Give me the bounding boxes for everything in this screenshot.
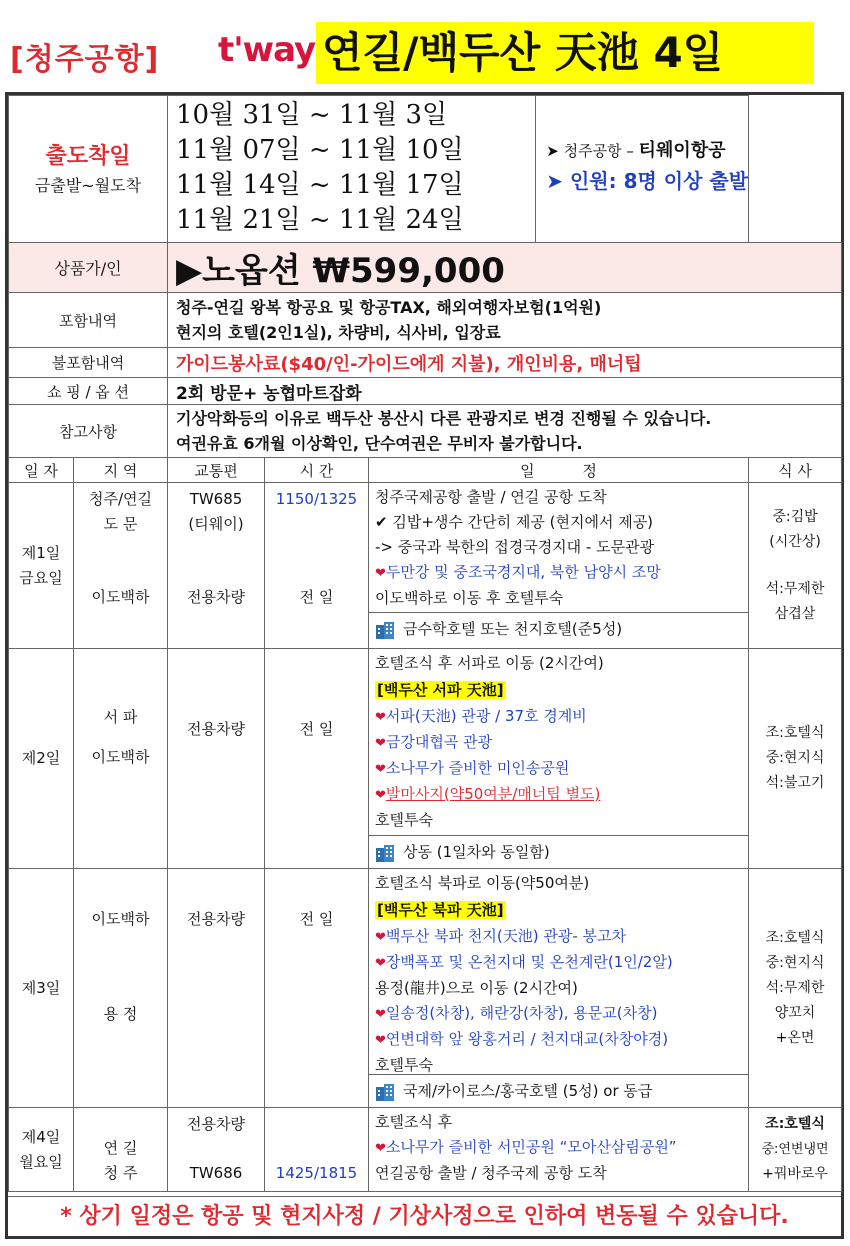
- heart-icon: ❤: [375, 930, 386, 945]
- day-weekday: 월요일: [19, 1152, 63, 1171]
- meal: 석:무제한: [765, 979, 825, 996]
- hotel-bar: [369, 612, 748, 645]
- footer-notice: * 상기 일정은 항공 및 현지사정 / 기상사정으로 인하여 변동될 수 있습니다.: [8, 1196, 841, 1237]
- itinerary-line: 청주국제공항 출발 / 연길 공항 도착: [375, 488, 607, 506]
- itinerary-line: ❤금강대협곡 관광: [375, 733, 493, 751]
- airline: (티웨이): [188, 515, 244, 533]
- airport-label: [청주공항]: [10, 42, 160, 77]
- time: 전 일: [299, 720, 334, 738]
- notes-row: [9, 405, 842, 458]
- meal: +꿔바로우: [762, 1166, 828, 1182]
- itinerary-line: ❤연변대학 앞 왕홍거리 / 천지대교(차창야경): [375, 1030, 669, 1048]
- included-line-2: 현지의 호텔(2인1실), 차량비, 식사비, 입장료: [176, 323, 501, 342]
- itinerary-line: 호텔조식 북파로 이동(약50여분): [375, 874, 590, 892]
- transport: 전용차량: [187, 720, 245, 738]
- itinerary-line: 호텔투숙: [375, 811, 433, 829]
- included-row: [9, 293, 842, 348]
- airline-note: ➤ 청주공항 – 티웨이항공: [546, 140, 726, 161]
- hotel-building-icon: [375, 844, 395, 862]
- shopping-text: 2회 방문+ 농협마트잡화: [168, 378, 842, 405]
- itinerary-line: ✔ 김밥+생수 간단히 제공 (현지에서 제공): [375, 513, 654, 531]
- price-label: 상품가/인: [9, 243, 168, 293]
- day-row-4: [9, 1108, 842, 1192]
- region: 이도백하: [91, 588, 150, 606]
- departure-dates: [168, 96, 536, 242]
- transport: 전용차량: [187, 588, 245, 606]
- day-label: 제1일: [21, 543, 61, 562]
- hotel-bar: [369, 835, 748, 868]
- included-label: 포함내역: [9, 293, 168, 348]
- itinerary-line: 용정(龍井)으로 이동 (2시간여): [375, 979, 578, 997]
- departure-row: [9, 96, 842, 243]
- meal: +온면: [775, 1029, 815, 1046]
- notes-line-1: 기상악화등의 이유로 백두산 봉산시 다른 관광지로 변경 진행될 수 있습니다.: [176, 409, 712, 428]
- transport: 전용차량: [187, 910, 245, 928]
- hotel-building-icon: [375, 621, 395, 639]
- meal: (시간상): [769, 533, 821, 550]
- notes-line-2: 여권유효 6개월 이상확인, 단수여권은 무비자 불가합니다.: [176, 434, 583, 453]
- itinerary-line: ❤일송정(차창), 해란강(차창), 용문교(차창): [375, 1004, 658, 1022]
- day-row-3: [9, 869, 842, 1108]
- flight-time: 1425/1815: [275, 1164, 358, 1182]
- schedule-header: [9, 458, 842, 483]
- flight-number: TW686: [189, 1164, 243, 1182]
- day-label: 제2일: [21, 749, 61, 767]
- date-2: 11월 07일 ~ 11월 10일: [176, 135, 464, 165]
- day-weekday: 금요일: [19, 568, 63, 587]
- heart-icon: ❤: [375, 788, 386, 803]
- notes-label: 참고사항: [9, 405, 168, 458]
- date-4: 11월 21일 ~ 11월 24일: [176, 205, 464, 235]
- itinerary-line: 호텔투숙: [375, 1056, 433, 1074]
- itinerary-line: ❤장백폭포 및 온천지대 및 온천계란(1인/2알): [375, 953, 673, 971]
- itinerary-line: [백두산 서파 天池]: [377, 681, 504, 699]
- itinerary-lines: [369, 869, 748, 1074]
- price-value: ▶노옵션 ₩599,000: [168, 243, 842, 293]
- itinerary-line: ❤소나무가 즐비한 서민공원 “모아산삼림공원”: [375, 1138, 677, 1156]
- itinerary-line: ❤백두산 북파 천지(天池) 관광- 봉고차: [375, 927, 626, 945]
- meal: 중:연변냉면: [761, 1142, 829, 1157]
- itinerary-line: 호텔조식 후 서파로 이동 (2시간여): [375, 654, 604, 672]
- departure-sub-label: 금출발~월도착: [34, 175, 142, 195]
- col-time: 시 간: [265, 458, 369, 483]
- itinerary-lines: [369, 483, 748, 612]
- heart-icon: ❤: [375, 1007, 386, 1022]
- departure-label: 출도착일: [45, 143, 131, 169]
- hotel-building-icon: [375, 1083, 395, 1101]
- meal: 조:호텔식: [765, 929, 825, 946]
- meal: 석:불고기: [765, 775, 825, 791]
- tour-title: 연길/백두산 天池 4일: [316, 22, 814, 84]
- region: 용 정: [103, 1005, 138, 1023]
- price-row: [9, 243, 842, 293]
- time: 전 일: [299, 910, 334, 928]
- itinerary-line: [백두산 북파 天池]: [377, 901, 504, 919]
- flight-time: 1150/1325: [275, 490, 358, 508]
- col-itinerary: 일 정: [369, 458, 749, 483]
- itinerary-line: ❤발마사지(약50여분/매너팁 별도): [375, 785, 601, 803]
- heart-icon: ❤: [375, 762, 386, 777]
- excluded-label: 불포함내역: [9, 348, 168, 378]
- tway-logo: t'way: [218, 30, 316, 70]
- itinerary-line: 연길공항 출발 / 청주국제 공항 도착: [375, 1164, 607, 1182]
- col-transport: 교통편: [168, 458, 265, 483]
- hotel-name: 국제/카이로스/홍국호텔 (5성) or 동급: [403, 1082, 653, 1100]
- meal: 석:무제한: [765, 580, 825, 597]
- meal: 조:호텔식: [765, 725, 825, 741]
- day-row-2: [9, 649, 842, 869]
- hotel-name: 상동 (1일차와 동일함): [403, 843, 550, 861]
- col-region: 지 역: [74, 458, 168, 483]
- meal: 중:현지식: [765, 750, 825, 766]
- region: 서 파: [103, 708, 138, 726]
- page-header: [0, 0, 850, 95]
- itinerary-line: ❤소나무가 즐비한 미인송공원: [375, 759, 570, 777]
- itinerary-lines: [369, 649, 748, 835]
- shopping-label: 쇼 핑 / 옵 션: [9, 378, 168, 405]
- col-meals: 식 사: [749, 458, 842, 483]
- region: 이도백하: [91, 910, 150, 928]
- meal: 조:호텔식: [765, 1116, 825, 1132]
- day-row-1: [9, 483, 842, 649]
- date-1: 10월 31일 ~ 11월 3일: [176, 100, 448, 130]
- heart-icon: ❤: [375, 1141, 386, 1156]
- meal: 삼겹살: [774, 605, 816, 622]
- tour-table: [8, 95, 842, 1192]
- itinerary-line: ❤두만강 및 중조국경지대, 북한 남양시 조망: [375, 563, 661, 581]
- heart-icon: ❤: [375, 736, 386, 751]
- time: 전 일: [299, 588, 334, 606]
- transport: 전용차량: [187, 1115, 245, 1133]
- shopping-row: [9, 378, 842, 405]
- region: 청 주: [103, 1164, 138, 1182]
- heart-icon: ❤: [375, 1033, 386, 1048]
- hotel-name: 금수학호텔 또는 천지호텔(준5성): [403, 620, 623, 638]
- itinerary-line: ❤서파(天池) 관광 / 37호 경계비: [375, 707, 587, 725]
- region: 도 문: [103, 515, 138, 533]
- excluded-row: [9, 348, 842, 378]
- day-label: 제3일: [21, 978, 61, 997]
- region: 청주/연길: [88, 490, 152, 508]
- heart-icon: ❤: [375, 710, 386, 725]
- hotel-bar: [369, 1074, 748, 1107]
- date-3: 11월 14일 ~ 11월 17일: [176, 170, 464, 200]
- min-people-note: ➤ 인원: 8명 이상 출발: [546, 169, 749, 193]
- region: 연 길: [103, 1139, 138, 1157]
- region: 이도백하: [91, 748, 150, 766]
- flight-number: TW685: [189, 490, 243, 508]
- itinerary-line: -> 중국과 북한의 접경국경지대 - 도문관광: [375, 538, 655, 556]
- itinerary-line: 호텔조식 후: [375, 1113, 453, 1131]
- included-line-1: 청주-연길 왕복 항공요 및 항공TAX, 해외여행자보험(1억원): [176, 298, 602, 317]
- meal: 중:김밥: [772, 508, 818, 525]
- col-day: 일 자: [9, 458, 74, 483]
- meal: 중:현지식: [765, 954, 825, 971]
- meal: 양꼬치: [774, 1004, 816, 1021]
- heart-icon: ❤: [375, 566, 386, 581]
- excluded-text: 가이드봉사료($40/인-가이드에게 지불), 개인비용, 매너팁: [168, 348, 842, 378]
- heart-icon: ❤: [375, 956, 386, 971]
- itinerary-line: 이도백하로 이동 후 호텔투숙: [375, 589, 564, 607]
- day-label: 제4일: [21, 1127, 61, 1146]
